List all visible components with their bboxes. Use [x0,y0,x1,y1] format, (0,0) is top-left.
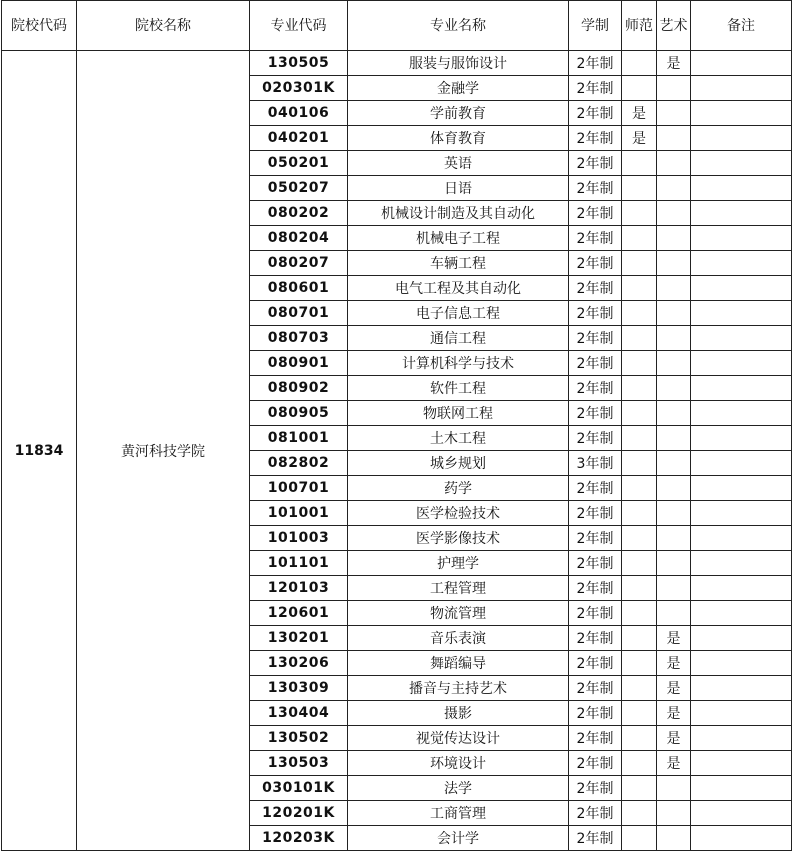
art-cell [657,476,691,501]
major-code-cell: 120203K [250,826,348,851]
major-name-cell: 英语 [348,151,569,176]
art-cell [657,826,691,851]
teacher-cell [622,626,657,651]
major-code-cell: 081001 [250,426,348,451]
remark-cell [691,126,792,151]
major-name-cell: 物流管理 [348,601,569,626]
remark-cell [691,626,792,651]
art-cell [657,176,691,201]
remark-cell [691,276,792,301]
remark-cell [691,726,792,751]
header-school-name: 院校名称 [77,1,250,51]
remark-cell [691,501,792,526]
major-name-cell: 软件工程 [348,376,569,401]
remark-cell [691,351,792,376]
major-code-cell: 080703 [250,326,348,351]
teacher-cell [622,726,657,751]
art-cell [657,126,691,151]
art-cell [657,326,691,351]
header-school-code: 院校代码 [2,1,77,51]
major-name-cell: 摄影 [348,701,569,726]
duration-cell: 2年制 [569,126,622,151]
major-code-cell: 120601 [250,601,348,626]
duration-cell: 2年制 [569,251,622,276]
teacher-cell [622,451,657,476]
remark-cell [691,176,792,201]
major-name-cell: 音乐表演 [348,626,569,651]
art-cell: 是 [657,51,691,76]
major-name-cell: 体育教育 [348,126,569,151]
art-cell [657,501,691,526]
teacher-cell: 是 [622,101,657,126]
teacher-cell: 是 [622,126,657,151]
school-name-cell: 黄河科技学院 [77,51,250,851]
art-cell [657,351,691,376]
remark-cell [691,526,792,551]
major-code-cell: 130503 [250,751,348,776]
header-teacher: 师范 [622,1,657,51]
duration-cell: 2年制 [569,551,622,576]
art-cell [657,451,691,476]
major-code-cell: 130505 [250,51,348,76]
duration-cell: 2年制 [569,726,622,751]
art-cell [657,401,691,426]
major-name-cell: 电气工程及其自动化 [348,276,569,301]
major-code-cell: 030101K [250,776,348,801]
teacher-cell [622,326,657,351]
art-cell: 是 [657,676,691,701]
remark-cell [691,251,792,276]
major-name-cell: 法学 [348,776,569,801]
teacher-cell [622,351,657,376]
teacher-cell [622,551,657,576]
art-cell [657,151,691,176]
major-code-cell: 080701 [250,301,348,326]
duration-cell: 2年制 [569,776,622,801]
art-cell [657,801,691,826]
teacher-cell [622,276,657,301]
art-cell [657,526,691,551]
remark-cell [691,601,792,626]
duration-cell: 2年制 [569,51,622,76]
duration-cell: 2年制 [569,751,622,776]
teacher-cell [622,226,657,251]
teacher-cell [622,801,657,826]
major-name-cell: 机械设计制造及其自动化 [348,201,569,226]
art-cell [657,301,691,326]
major-name-cell: 医学检验技术 [348,501,569,526]
teacher-cell [622,251,657,276]
art-cell: 是 [657,751,691,776]
teacher-cell [622,476,657,501]
teacher-cell [622,676,657,701]
duration-cell: 2年制 [569,476,622,501]
major-name-cell: 城乡规划 [348,451,569,476]
remark-cell [691,776,792,801]
duration-cell: 2年制 [569,76,622,101]
remark-cell [691,101,792,126]
major-code-cell: 040201 [250,126,348,151]
major-code-cell: 080902 [250,376,348,401]
duration-cell: 2年制 [569,176,622,201]
major-name-cell: 日语 [348,176,569,201]
header-major-name: 专业名称 [348,1,569,51]
duration-cell: 2年制 [569,601,622,626]
major-code-cell: 130201 [250,626,348,651]
duration-cell: 2年制 [569,101,622,126]
teacher-cell [622,426,657,451]
art-cell [657,776,691,801]
art-cell [657,251,691,276]
duration-cell: 2年制 [569,651,622,676]
art-cell [657,101,691,126]
major-name-cell: 环境设计 [348,751,569,776]
major-code-cell: 082802 [250,451,348,476]
duration-cell: 2年制 [569,826,622,851]
major-code-cell: 130502 [250,726,348,751]
major-table [1,0,792,851]
major-code-cell: 020301K [250,76,348,101]
major-name-cell: 药学 [348,476,569,501]
art-cell [657,551,691,576]
remark-cell [691,151,792,176]
teacher-cell [622,826,657,851]
art-cell: 是 [657,726,691,751]
art-cell [657,201,691,226]
duration-cell: 2年制 [569,201,622,226]
major-name-cell: 舞蹈编导 [348,651,569,676]
major-code-cell: 130404 [250,701,348,726]
remark-cell [691,826,792,851]
major-code-cell: 130206 [250,651,348,676]
major-code-cell: 080601 [250,276,348,301]
duration-cell: 2年制 [569,676,622,701]
major-name-cell: 机械电子工程 [348,226,569,251]
major-code-cell: 080207 [250,251,348,276]
art-cell [657,276,691,301]
duration-cell: 2年制 [569,351,622,376]
remark-cell [691,701,792,726]
school-code-cell: 11834 [2,51,77,851]
teacher-cell [622,751,657,776]
remark-cell [691,401,792,426]
teacher-cell [622,301,657,326]
major-name-cell: 学前教育 [348,101,569,126]
remark-cell [691,326,792,351]
teacher-cell [622,176,657,201]
art-cell [657,576,691,601]
teacher-cell [622,701,657,726]
remark-cell [691,476,792,501]
major-name-cell: 土木工程 [348,426,569,451]
major-code-cell: 100701 [250,476,348,501]
major-code-cell: 080204 [250,226,348,251]
duration-cell: 2年制 [569,301,622,326]
major-name-cell: 电子信息工程 [348,301,569,326]
teacher-cell [622,651,657,676]
remark-cell [691,226,792,251]
remark-cell [691,751,792,776]
table-row [2,51,792,76]
duration-cell: 2年制 [569,801,622,826]
major-code-cell: 050207 [250,176,348,201]
duration-cell: 2年制 [569,576,622,601]
major-code-cell: 120103 [250,576,348,601]
duration-cell: 2年制 [569,226,622,251]
major-code-cell: 080202 [250,201,348,226]
art-cell [657,376,691,401]
major-name-cell: 护理学 [348,551,569,576]
remark-cell [691,676,792,701]
teacher-cell [622,776,657,801]
major-name-cell: 金融学 [348,76,569,101]
art-cell [657,601,691,626]
major-name-cell: 车辆工程 [348,251,569,276]
major-code-cell: 050201 [250,151,348,176]
duration-cell: 2年制 [569,326,622,351]
major-code-cell: 080901 [250,351,348,376]
header-duration: 学制 [569,1,622,51]
duration-cell: 2年制 [569,426,622,451]
remark-cell [691,576,792,601]
teacher-cell [622,601,657,626]
remark-cell [691,551,792,576]
teacher-cell [622,526,657,551]
teacher-cell [622,76,657,101]
major-name-cell: 通信工程 [348,326,569,351]
major-name-cell: 播音与主持艺术 [348,676,569,701]
teacher-cell [622,501,657,526]
major-name-cell: 工程管理 [348,576,569,601]
duration-cell: 2年制 [569,376,622,401]
art-cell [657,76,691,101]
remark-cell [691,451,792,476]
major-name-cell: 服装与服饰设计 [348,51,569,76]
major-name-cell: 会计学 [348,826,569,851]
duration-cell: 2年制 [569,501,622,526]
remark-cell [691,201,792,226]
art-cell: 是 [657,626,691,651]
header-major-code: 专业代码 [250,1,348,51]
major-code-cell: 080905 [250,401,348,426]
header-art: 艺术 [657,1,691,51]
teacher-cell [622,376,657,401]
remark-cell [691,76,792,101]
major-code-cell: 130309 [250,676,348,701]
art-cell: 是 [657,651,691,676]
duration-cell: 2年制 [569,276,622,301]
duration-cell: 2年制 [569,151,622,176]
art-cell: 是 [657,701,691,726]
remark-cell [691,51,792,76]
teacher-cell [622,576,657,601]
duration-cell: 2年制 [569,626,622,651]
major-name-cell: 物联网工程 [348,401,569,426]
remark-cell [691,376,792,401]
remark-cell [691,426,792,451]
header-remark: 备注 [691,1,792,51]
major-code-cell: 101003 [250,526,348,551]
header-row [2,1,792,51]
art-cell [657,426,691,451]
teacher-cell [622,51,657,76]
major-code-cell: 101101 [250,551,348,576]
major-name-cell: 医学影像技术 [348,526,569,551]
duration-cell: 2年制 [569,701,622,726]
major-name-cell: 计算机科学与技术 [348,351,569,376]
teacher-cell [622,151,657,176]
remark-cell [691,651,792,676]
teacher-cell [622,401,657,426]
duration-cell: 2年制 [569,526,622,551]
duration-cell: 3年制 [569,451,622,476]
duration-cell: 2年制 [569,401,622,426]
major-name-cell: 工商管理 [348,801,569,826]
major-code-cell: 040106 [250,101,348,126]
art-cell [657,226,691,251]
major-code-cell: 120201K [250,801,348,826]
major-name-cell: 视觉传达设计 [348,726,569,751]
major-code-cell: 101001 [250,501,348,526]
remark-cell [691,801,792,826]
teacher-cell [622,201,657,226]
remark-cell [691,301,792,326]
